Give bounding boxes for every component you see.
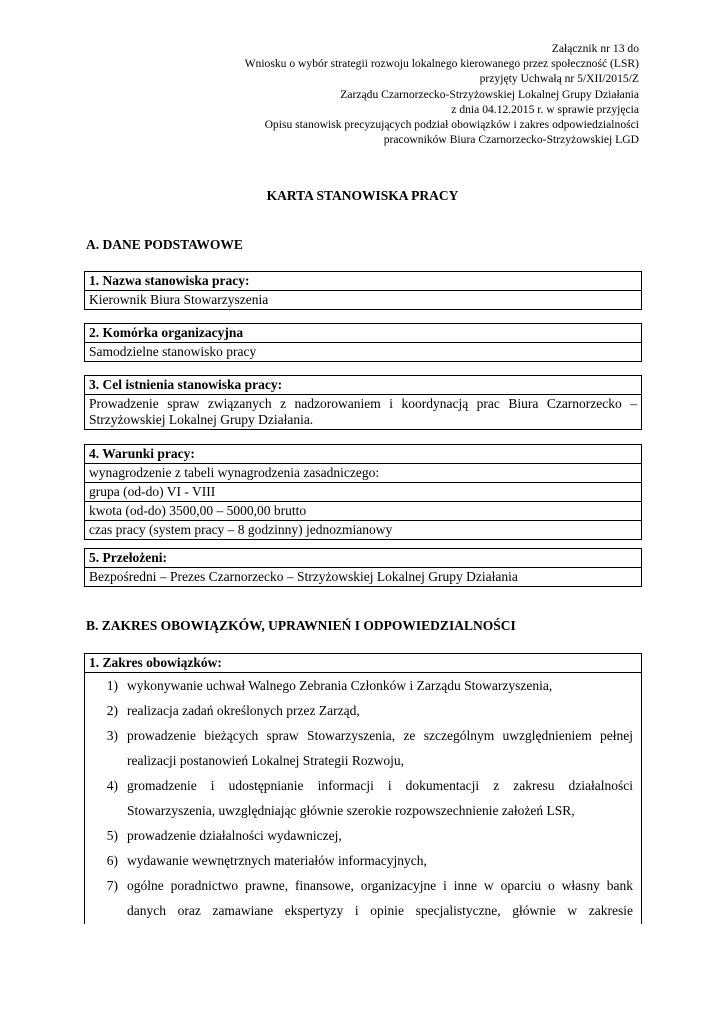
list-item-text: gromadzenie i udostępnianie informacji i dokumentacji z zakresu działalności Stowarzyszenia, uwzględniając głównie szerokie rozpowszechnienie założeń LSR, [127,778,633,818]
list-item-number: 3) [106,728,118,743]
attachment-note-line: Opisu stanowisk precyzujących podział obowiązków i zakres odpowiedzialności [264,118,639,132]
purpose-box [84,375,642,430]
attachment-note [245,41,639,147]
conditions-label: 4. Warunki pracy: [89,446,195,461]
org-unit-value: Samodzielne stanowisko pracy [85,342,641,361]
attachment-note-line: przyjęty Uchwałą nr 5/XII/2015/Z [479,72,639,86]
list-item-number: 7) [106,878,118,893]
list-item-number: 6) [106,853,118,868]
superiors-value: Bezpośredni – Prezes Czarnorzecko – Strzyżowskiej Lokalnej Grupy Działania [85,567,641,586]
purpose-value: Prowadzenie spraw związanych z nadzorowaniem i koordynacją prac Biura Czarnorzecko – Strzyżowskiej Lokalnej Grupy Działania. [85,394,641,429]
position-name-value: Kierownik Biura Stowarzyszenia [85,290,641,309]
document-title: KARTA STANOWISKA PRACY [266,188,459,203]
list-item-text: prowadzenie działalności wydawniczej, [127,828,342,843]
list-item-number: 2) [106,703,118,718]
conditions-line: grupa (od-do) VI - VIII [85,482,641,501]
attachment-note-line: Załącznik nr 13 do [551,42,639,55]
superiors-box [84,548,642,587]
section-b-heading: B. ZAKRES OBOWIĄZKÓW, UPRAWNIEŃ I ODPOWIEDZIALNOŚCI [86,618,516,633]
list-item-number: 4) [106,778,118,793]
superiors-label: 5. Przełożeni: [89,550,167,565]
list-item [89,723,633,773]
list-item [89,773,633,823]
duties-box [84,653,642,924]
conditions-line: kwota (od-do) 3500,00 – 5000,00 brutto [85,501,641,520]
org-unit-box [84,323,642,362]
list-item-number: 1) [106,678,118,693]
attachment-note-line: z dnia 04.12.2015 r. w sprawie przyjęcia [451,102,639,116]
section-a-heading: A. DANE PODSTAWOWE [86,237,243,252]
purpose-label: 3. Cel istnienia stanowiska pracy: [89,377,283,392]
list-item-text: wydawanie wewnętrznych materiałów informacyjnych, [127,853,427,868]
conditions-line: wynagrodzenie z tabeli wynagrodzenia zasadniczego: [85,463,641,482]
org-unit-label: 2. Komórka organizacyjna [89,325,244,340]
list-item [89,673,633,698]
duties-list [85,672,641,923]
list-item-text: wykonywanie uchwał Walnego Zebrania Członków i Zarządu Stowarzyszenia, [127,678,553,693]
list-item-text: realizacja zadań określonych przez Zarząd, [127,703,360,718]
conditions-line: czas pracy (system pracy – 8 godzinny) jednozmianowy [85,520,641,539]
list-item-text: prowadzenie bieżących spraw Stowarzyszenia, ze szczególnym uwzględnieniem pełnej realizacji postanowień Lokalnej Strategii Rozwoju, [127,728,633,768]
conditions-box [84,444,642,540]
list-item [89,873,633,923]
duties-label: 1. Zakres obowiązków: [89,655,222,670]
attachment-note-line: Wniosku o wybór strategii rozwoju lokalnego kierowanego przez społeczność (LSR) [244,57,639,71]
list-item [89,823,633,848]
attachment-note-line: Zarządu Czarnorzecko-Strzyżowskiej Lokalnej Grupy Działania [340,87,639,101]
list-item-text: ogólne poradnictwo prawne, finansowe, organizacyjne i inne w oparciu o własny bank danych oraz zamawiane ekspertyzy i opinie specjalistyczne, głównie w zakresie [127,878,633,918]
attachment-note-line: pracowników Biura Czarnorzecko-Strzyżowskiej LGD [383,133,639,147]
position-name-label: 1. Nazwa stanowiska pracy: [89,273,250,288]
position-name-box [84,271,642,310]
list-item-number: 5) [106,828,118,843]
list-item [89,848,633,873]
list-item [89,698,633,723]
